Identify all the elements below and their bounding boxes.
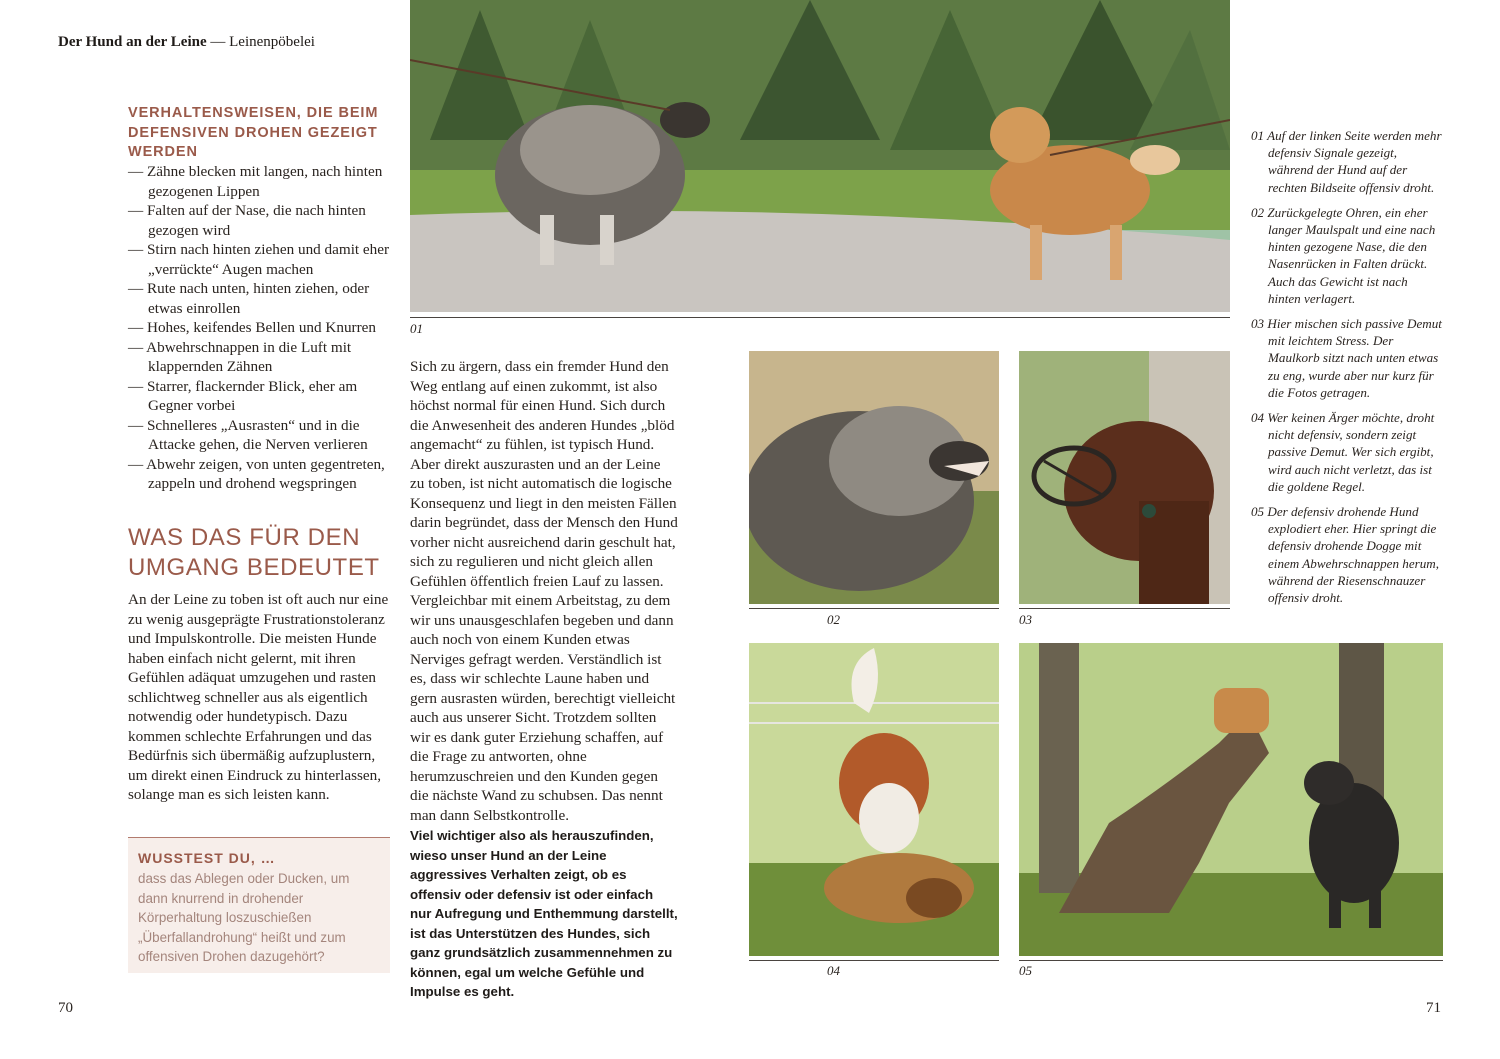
header-separator: —	[210, 34, 226, 50]
caption-item	[1251, 315, 1443, 401]
list-item: — Starrer, flackernder Blick, eher am Gegner vorbei	[128, 377, 393, 416]
caption-item	[1251, 503, 1443, 606]
list-item: — Rute nach unten, hinten ziehen, oder etwas einrollen	[128, 279, 393, 318]
photo-04	[749, 643, 999, 956]
list-item: — Schnelleres „Ausrasten“ und in die Attacke gehen, die Nerven verlieren	[128, 416, 393, 455]
running-header	[58, 34, 315, 51]
dogge-and-schnauzer-photo	[1019, 643, 1443, 956]
list-item: — Hohes, keifendes Bellen und Knurren	[128, 318, 393, 338]
photo-rule	[1019, 608, 1230, 609]
list-title: VERHALTENSWEISEN, DIE BEIM DEFENSIVEN DROHEN GEZEIGT WERDEN	[128, 105, 379, 160]
body-paragraph: An der Leine zu toben ist oft auch nur eine zu wenig ausgeprägte Frustrationstoleranz und Impulskontrolle. Die meisten Hunde haben einfach nicht gelernt, mit ihren Gefühlen adäquat umzugehen und rasten schlichtweg schneller aus als eigentlich notwendig oder hundetypisch. Dazu kommen schlechte Erfahrungen und das Bedürfnis sich übermäßig aufzuplustern, um direkt einen Eindruck zu hinterlassen, solange man es sich leisten kann.	[128, 591, 389, 803]
info-box-text: dass das Ablegen oder Ducken, um dann knurrend in drohender Körperhaltung loszuschießen „Überfallandrohung“ heißt und zum offensiven Drohen dazugehört?	[138, 871, 350, 964]
bold-paragraph: Viel wichtiger also als herauszufinden, wieso unser Hund an der Leine aggressives Verhalten zeigt, ob es offensiv oder defensiv ist oder einfach nur Aufregung und Enthemmung darstellt, ist das Unterstützen des Hundes, sich ganz grundsätzlich zusammennehmen zu können, egal um welche Gefühle und Impulse es geht.	[410, 828, 678, 999]
caption-text: Zurückgelegte Ohren, ein eher langer Maulspalt und eine nach hinten gezogene Nase, die den Nasenrücken in Falten drückt. Auch das Gewicht ist nach hinten verlagert.	[1267, 204, 1436, 306]
photo-rule	[1019, 960, 1443, 961]
body-paragraph: Sich zu ärgern, dass ein fremder Hund den Weg entlang auf einen zukommt, ist also höchst normal für einen Hund. Sich durch die Anwesenheit des anderen Hundes „blöd angemacht“ zu fühlen, ist typisch Hund. Aber direkt auszurasten und an der Leine zu toben, ist nicht automatisch die logische Konsequenz und liegt in den meisten Fällen darin begründet, dass der Mensch den Hund vorher nicht ausreichend darin geschult hat, sich zu regulieren und nicht gleich allen Gefühlen öffentlich freien Lauf zu lassen. Vergleichbar mit einem Arbeitstag, zu dem wir uns unausgeschlafen begeben und dann auch noch von einem Kunden etwas Nerviges gefragt werden. Verständlich ist es, dass wir schlechte Laune haben und gern ausrasten würden, berechtigt vielleicht auch aus unserer Sicht. Trotzdem sollten wir es dank guter Erziehung schaffen, auf die Frage zu antworten, ohne herumzuschreien und den Kunden gegen die nächste Wand zu schubsen. Das nennt man dann Selbstkontrolle.	[410, 358, 678, 824]
photo-rule	[410, 317, 1230, 318]
list-item: — Abwehrschnappen in die Luft mit klappernden Zähnen	[128, 338, 393, 377]
photo-02	[749, 351, 999, 604]
photo-01	[410, 0, 1230, 312]
caption-text: Wer keinen Ärger möchte, droht nicht defensiv, sondern zeigt passive Demut. Wer sich ergibt, wird auch nicht verletzt, das ist die goldene Regel.	[1267, 410, 1435, 494]
photo-label: 05	[1019, 963, 1032, 978]
caption-number: 05	[1251, 504, 1265, 520]
photo-rule	[749, 960, 999, 961]
keeshond-snarling-photo	[749, 351, 999, 604]
photo-label: 01	[410, 321, 423, 336]
section-heading: WAS DAS FÜR DEN UMGANG BEDEUTET	[128, 524, 380, 581]
page-number-left: 70	[58, 1000, 73, 1016]
caption-number: 02	[1251, 204, 1265, 220]
dogs-on-leash-photo	[410, 0, 1230, 312]
section-title: Leinenpöbelei	[229, 34, 315, 50]
caption-text: Hier mischen sich passive Demut mit leichtem Stress. Der Maulkorb sitzt nach unten etwas zu eng, wurde aber nur kurz für die Fotos getragen.	[1267, 316, 1442, 400]
photo-05	[1019, 643, 1443, 956]
info-box	[128, 837, 390, 973]
page-number-right: 71	[1426, 1000, 1441, 1016]
list-item: — Zähne blecken mit langen, nach hinten gezogenen Lippen	[128, 162, 393, 201]
behavior-list	[128, 162, 393, 494]
photo-rule	[749, 608, 999, 609]
info-box-title: WUSSTEST DU, …	[138, 850, 276, 866]
photo-label: 02	[827, 612, 840, 627]
chapter-title: Der Hund an der Leine	[58, 34, 207, 50]
caption-list	[1251, 127, 1443, 614]
photo-label: 04	[827, 963, 840, 978]
list-item: — Abwehr zeigen, von unten gegentreten, zappeln und drohend wegspringen	[128, 455, 393, 494]
photo-03	[1019, 351, 1230, 604]
caption-item	[1251, 409, 1443, 495]
photo-label: 03	[1019, 612, 1032, 627]
list-item: — Falten auf der Nase, die nach hinten gezogen wird	[128, 201, 393, 240]
caption-text: Der defensiv drohende Hund explodiert eher. Hier springt die defensiv drohende Dogge mit einem Abwehrschnappen herum, während der Riesenschnauzer offensiv droht.	[1267, 504, 1440, 606]
caption-item	[1251, 204, 1443, 307]
caption-number: 01	[1251, 128, 1265, 143]
two-dogs-playing-photo	[749, 643, 999, 956]
caption-item	[1251, 127, 1443, 196]
list-item: — Stirn nach hinten ziehen und damit eher „verrückte“ Augen machen	[128, 240, 393, 279]
caption-text: Auf der linken Seite werden mehr defensiv Signale gezeigt, während der Hund auf der rechten Bildseite offensiv droht.	[1267, 128, 1442, 195]
muzzled-dog-photo	[1019, 351, 1230, 604]
caption-number: 03	[1251, 316, 1265, 332]
caption-number: 04	[1251, 410, 1265, 426]
